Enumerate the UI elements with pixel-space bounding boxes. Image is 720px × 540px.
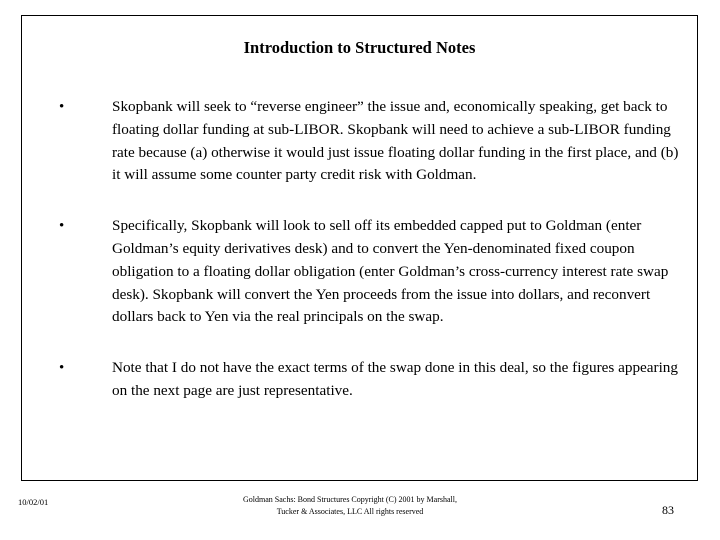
bullet-marker: • (59, 218, 65, 235)
bullet-text: Specifically, Skopbank will look to sell off its embedded capped put to Goldman (enter Goldman’s equity derivatives desk) and to convert the Yen-denominated fixed coupon obligation to a floating dollar obligation (enter Goldman’s cross-currency interest rate swap desk). Skopbank will convert the Yen proceeds from the issue into dollars, and reconvert dollars back to Yen via the real principals on the swap. (112, 217, 669, 326)
bullet-item (59, 215, 679, 329)
bullet-marker: • (59, 360, 65, 377)
bullet-marker: • (59, 99, 65, 115)
slide-frame (21, 15, 698, 481)
bullet-item (59, 96, 679, 187)
bullet-text: Note that I do not have the exact terms of the swap done in this deal, so the figures appearing on the next page are just representative. (112, 359, 678, 399)
slide-title: Introduction to Structured Notes (243, 38, 476, 57)
bullet-text: Skopbank will seek to “reverse engineer” the issue and, economically speaking, get back to floating dollar funding at sub-LIBOR. Skopbank will need to achieve a sub-LIBOR funding rate because (a) otherwise it would just issue floating dollar funding in the first place, and (b) it will assume some counter party credit risk with Goldman. (112, 98, 679, 184)
bullet-item (59, 357, 679, 403)
footer-date: 10/02/01 (18, 497, 49, 507)
footer-copyright: Goldman Sachs: Bond Structures Copyright (C) 2001 by Marshall, Tucker & Associates, LLC All rights reserved (243, 495, 457, 516)
page-number: 83 (662, 503, 674, 517)
bullet-list (59, 96, 679, 431)
